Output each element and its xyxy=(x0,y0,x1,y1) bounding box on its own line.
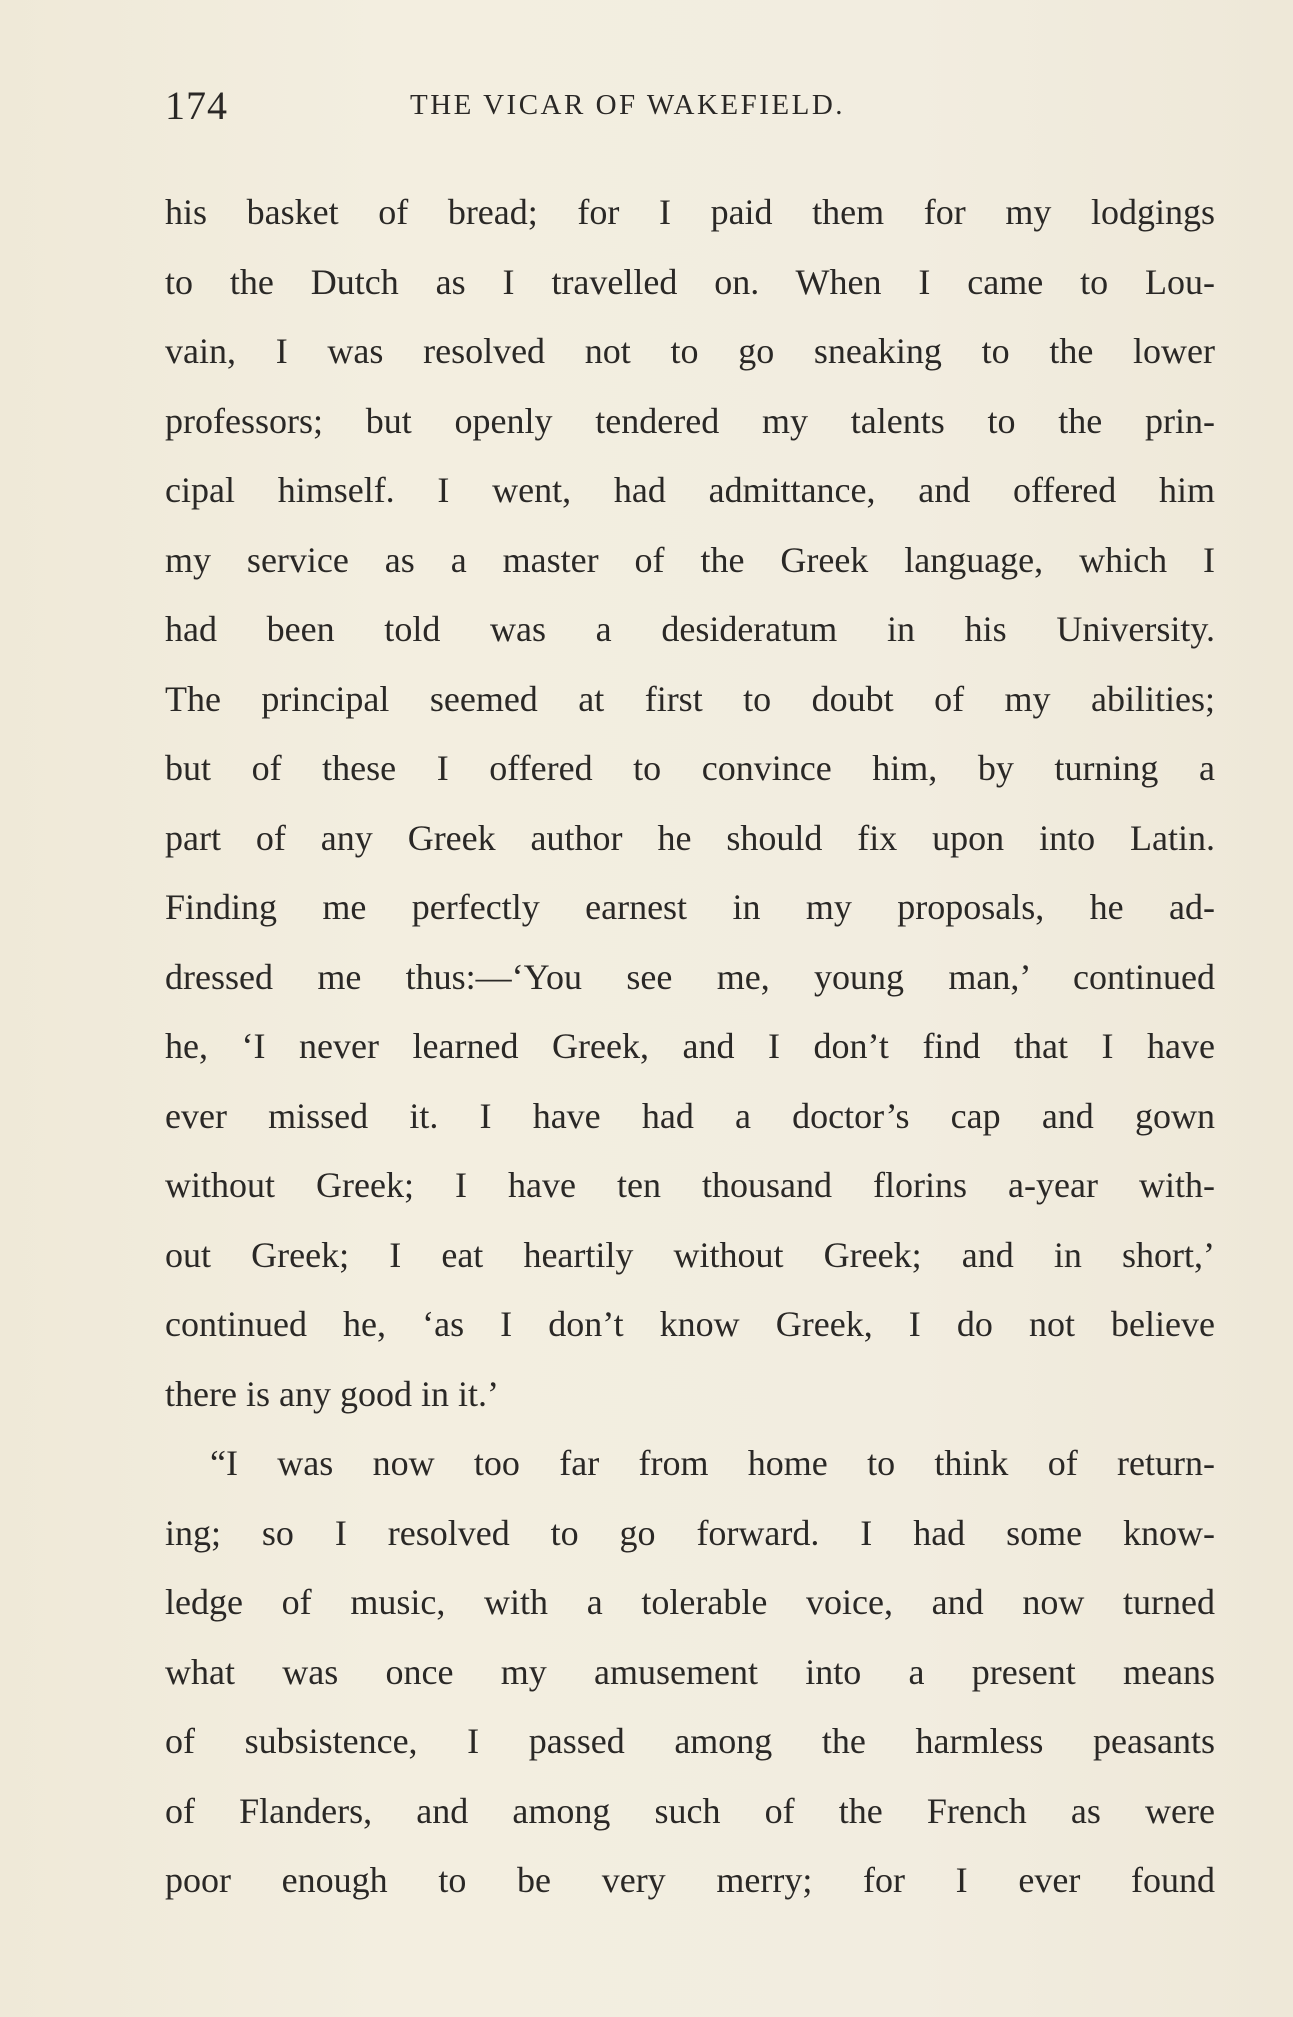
text-line: what was once my amusement into a present means xyxy=(165,1651,1215,1692)
text-line: “I was now too far from home to think of return- xyxy=(210,1443,1215,1483)
text-line: had been told was a desideratum in his University. xyxy=(165,609,1215,649)
text-line: Finding me perfectly earnest in my proposals, he ad- xyxy=(165,887,1215,927)
running-title: THE VICAR OF WAKEFIELD. xyxy=(410,89,846,121)
text-line: The principal seemed at first to doubt of my abilities; xyxy=(165,678,1215,719)
running-head xyxy=(165,82,1215,132)
text-line: professors; but openly tendered my talents to the prin- xyxy=(165,400,1215,441)
text-line: there is any good in it.’ xyxy=(165,1373,499,1414)
text-line: of Flanders, and among such of the French as were xyxy=(165,1790,1215,1831)
text-line: without Greek; I have ten thousand florins a-year with- xyxy=(165,1165,1215,1205)
text-line: but of these I offered to convince him, by turning a xyxy=(165,748,1215,788)
text-line: poor enough to be very merry; for I ever found xyxy=(165,1860,1215,1900)
text-line: of subsistence, I passed among the harmless peasants xyxy=(165,1721,1215,1761)
text-line: ever missed it. I have had a doctor’s cap and gown xyxy=(165,1095,1215,1136)
text-line: vain, I was resolved not to go sneaking to the lower xyxy=(165,331,1215,371)
text-line: he, ‘I never learned Greek, and I don’t find that I have xyxy=(165,1026,1215,1066)
text-line: continued he, ‘as I don’t know Greek, I do not believe xyxy=(165,1304,1215,1344)
text-line: ing; so I resolved to go forward. I had some know- xyxy=(165,1512,1215,1553)
text-line: out Greek; I eat heartily without Greek; and in short,’ xyxy=(165,1234,1215,1275)
text-line: cipal himself. I went, had admittance, and offered him xyxy=(165,470,1215,510)
text-line: to the Dutch as I travelled on. When I came to Lou- xyxy=(165,261,1215,302)
body-text xyxy=(165,178,1215,1916)
text-line: his basket of bread; for I paid them for my lodgings xyxy=(165,192,1215,232)
text-line: ledge of music, with a tolerable voice, and now turned xyxy=(165,1582,1215,1622)
text-line: part of any Greek author he should fix upon into Latin. xyxy=(165,817,1215,858)
text-line: my service as a master of the Greek language, which I xyxy=(165,539,1215,580)
page-number: 174 xyxy=(165,83,228,128)
text-line: dressed me thus:—‘You see me, young man,’ continued xyxy=(165,956,1215,997)
